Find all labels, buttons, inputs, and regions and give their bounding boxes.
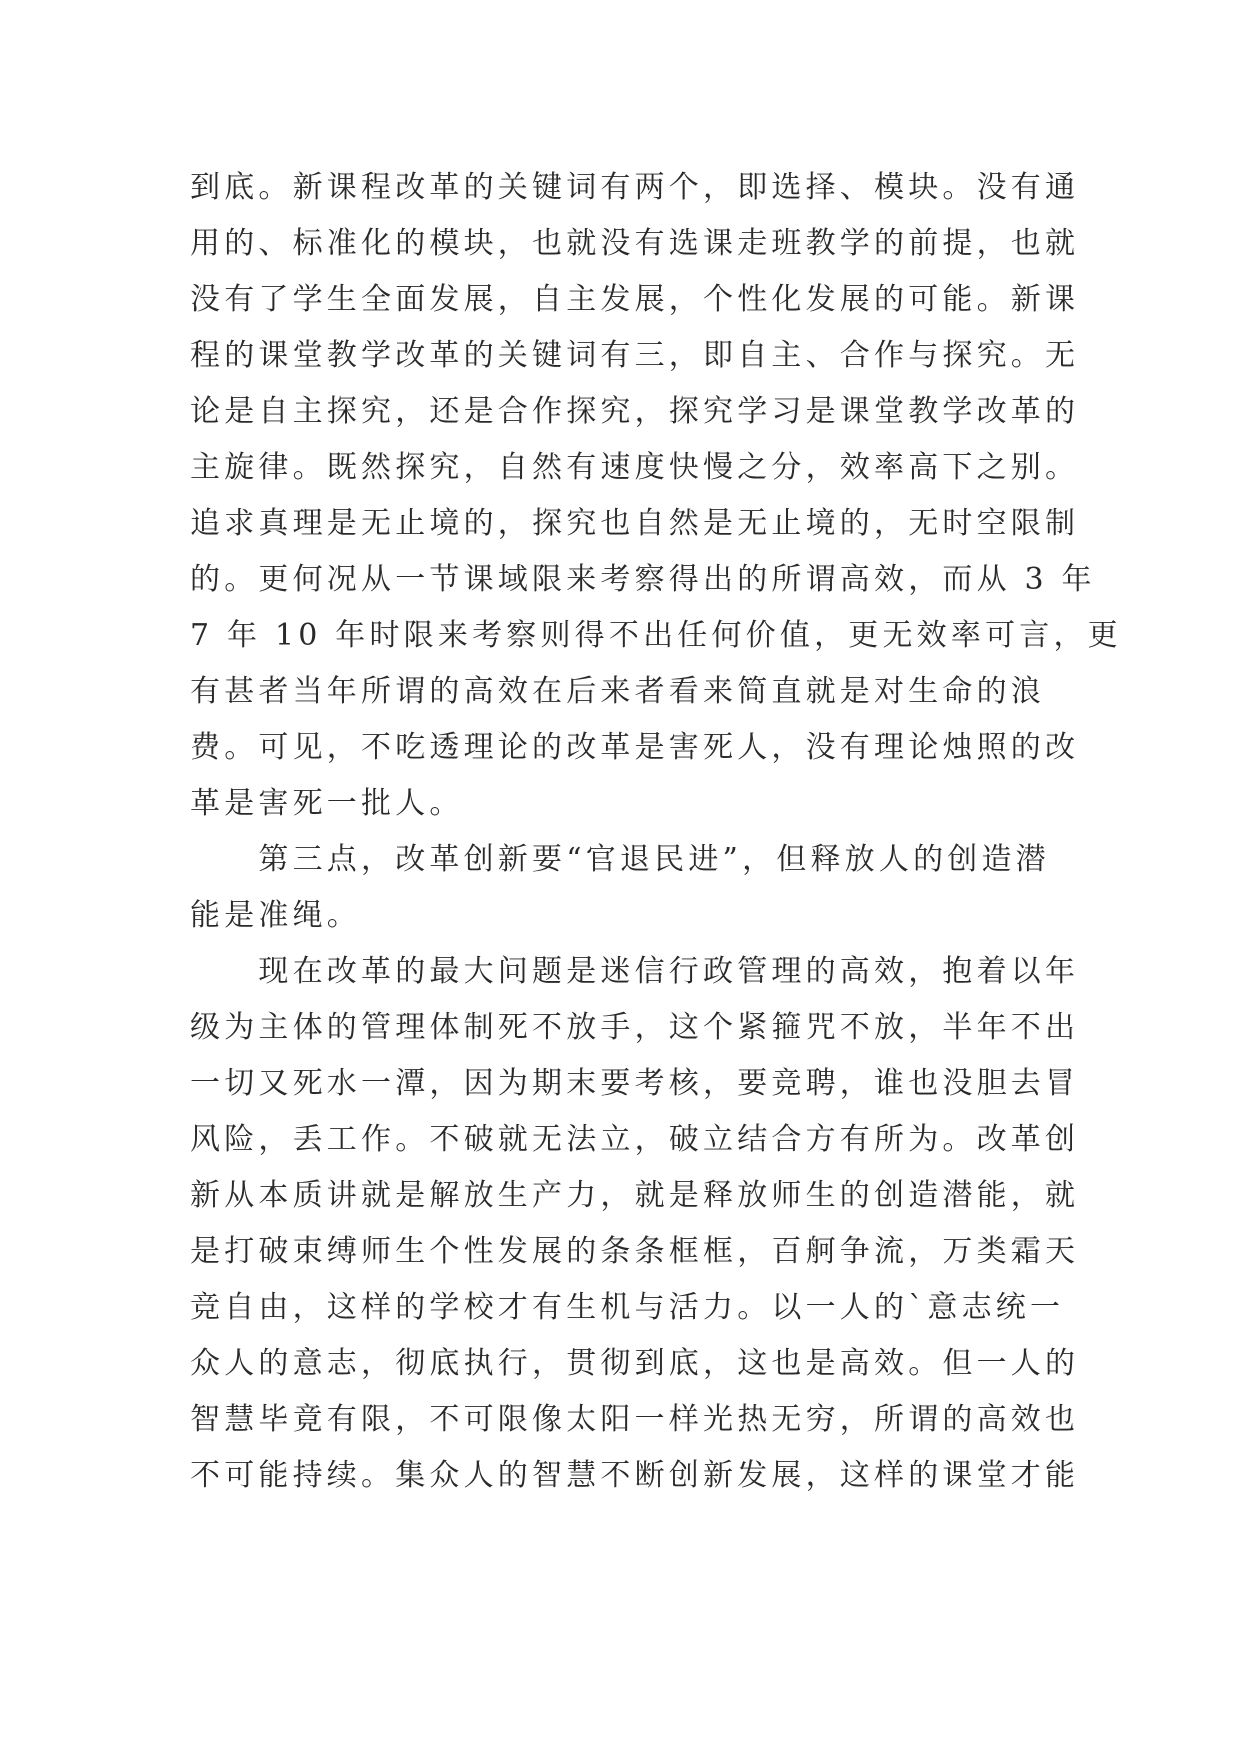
text-line: 能是准绳。 — [190, 898, 361, 933]
text-line: 追求真理是无止境的，探究也自然是无止境的，无时空限制 — [190, 506, 1080, 541]
text-line: 级为主体的管理体制死不放手，这个紧箍咒不放，半年不出 — [190, 1010, 1080, 1045]
text-line: 革是害死一批人。 — [190, 786, 464, 821]
text-line: 不可能持续。集众人的智慧不断创新发展，这样的课堂才能 — [190, 1458, 1080, 1493]
text-line: 程的课堂教学改革的关键词有三，即自主、合作与探究。无 — [190, 338, 1080, 373]
text-line: 到底。新课程改革的关键词有两个，即选择、模块。没有通 — [190, 170, 1080, 205]
text-line: 费。可见，不吃透理论的改革是害死人，没有理论烛照的改 — [190, 730, 1080, 765]
text-line: 没有了学生全面发展，自主发展，个性化发展的可能。新课 — [190, 282, 1080, 317]
text-line: 竞自由，这样的学校才有生机与活力。以一人的`意志统一 — [190, 1290, 1065, 1325]
text-line: 是打破束缚师生个性发展的条条框框，百舸争流，万类霜天 — [190, 1234, 1080, 1269]
text-line: 智慧毕竟有限，不可限像太阳一样光热无穷，所谓的高效也 — [190, 1402, 1080, 1437]
text-line: 7 年 10 年时限来考察则得不出任何价值，更无效率可言，更 — [190, 618, 1122, 653]
text-line: 第三点，改革创新要“官退民进”，但释放人的创造潜 — [190, 842, 1050, 877]
text-line: 有甚者当年所谓的高效在后来者看来简直就是对生命的浪 — [190, 674, 1045, 709]
text-line: 的。更何况从一节课域限来考察得出的所谓高效，而从 3 年 — [190, 562, 1096, 597]
body-text — [190, 160, 1122, 1504]
text-line: 用的、标准化的模块，也就没有选课走班教学的前提，也就 — [190, 226, 1080, 261]
text-line: 论是自主探究，还是合作探究，探究学习是课堂教学改革的 — [190, 394, 1080, 429]
text-line: 新从本质讲就是解放生产力，就是释放师生的创造潜能，就 — [190, 1178, 1080, 1213]
text-line: 众人的意志，彻底执行，贯彻到底，这也是高效。但一人的 — [190, 1346, 1080, 1381]
text-line: 现在改革的最大问题是迷信行政管理的高效，抱着以年 — [190, 954, 1080, 989]
text-line: 一切又死水一潭，因为期末要考核，要竞聘，谁也没胆去冒 — [190, 1066, 1080, 1101]
text-line: 风险，丢工作。不破就无法立，破立结合方有所为。改革创 — [190, 1122, 1080, 1157]
text-line: 主旋律。既然探究，自然有速度快慢之分，效率高下之别。 — [190, 450, 1080, 485]
